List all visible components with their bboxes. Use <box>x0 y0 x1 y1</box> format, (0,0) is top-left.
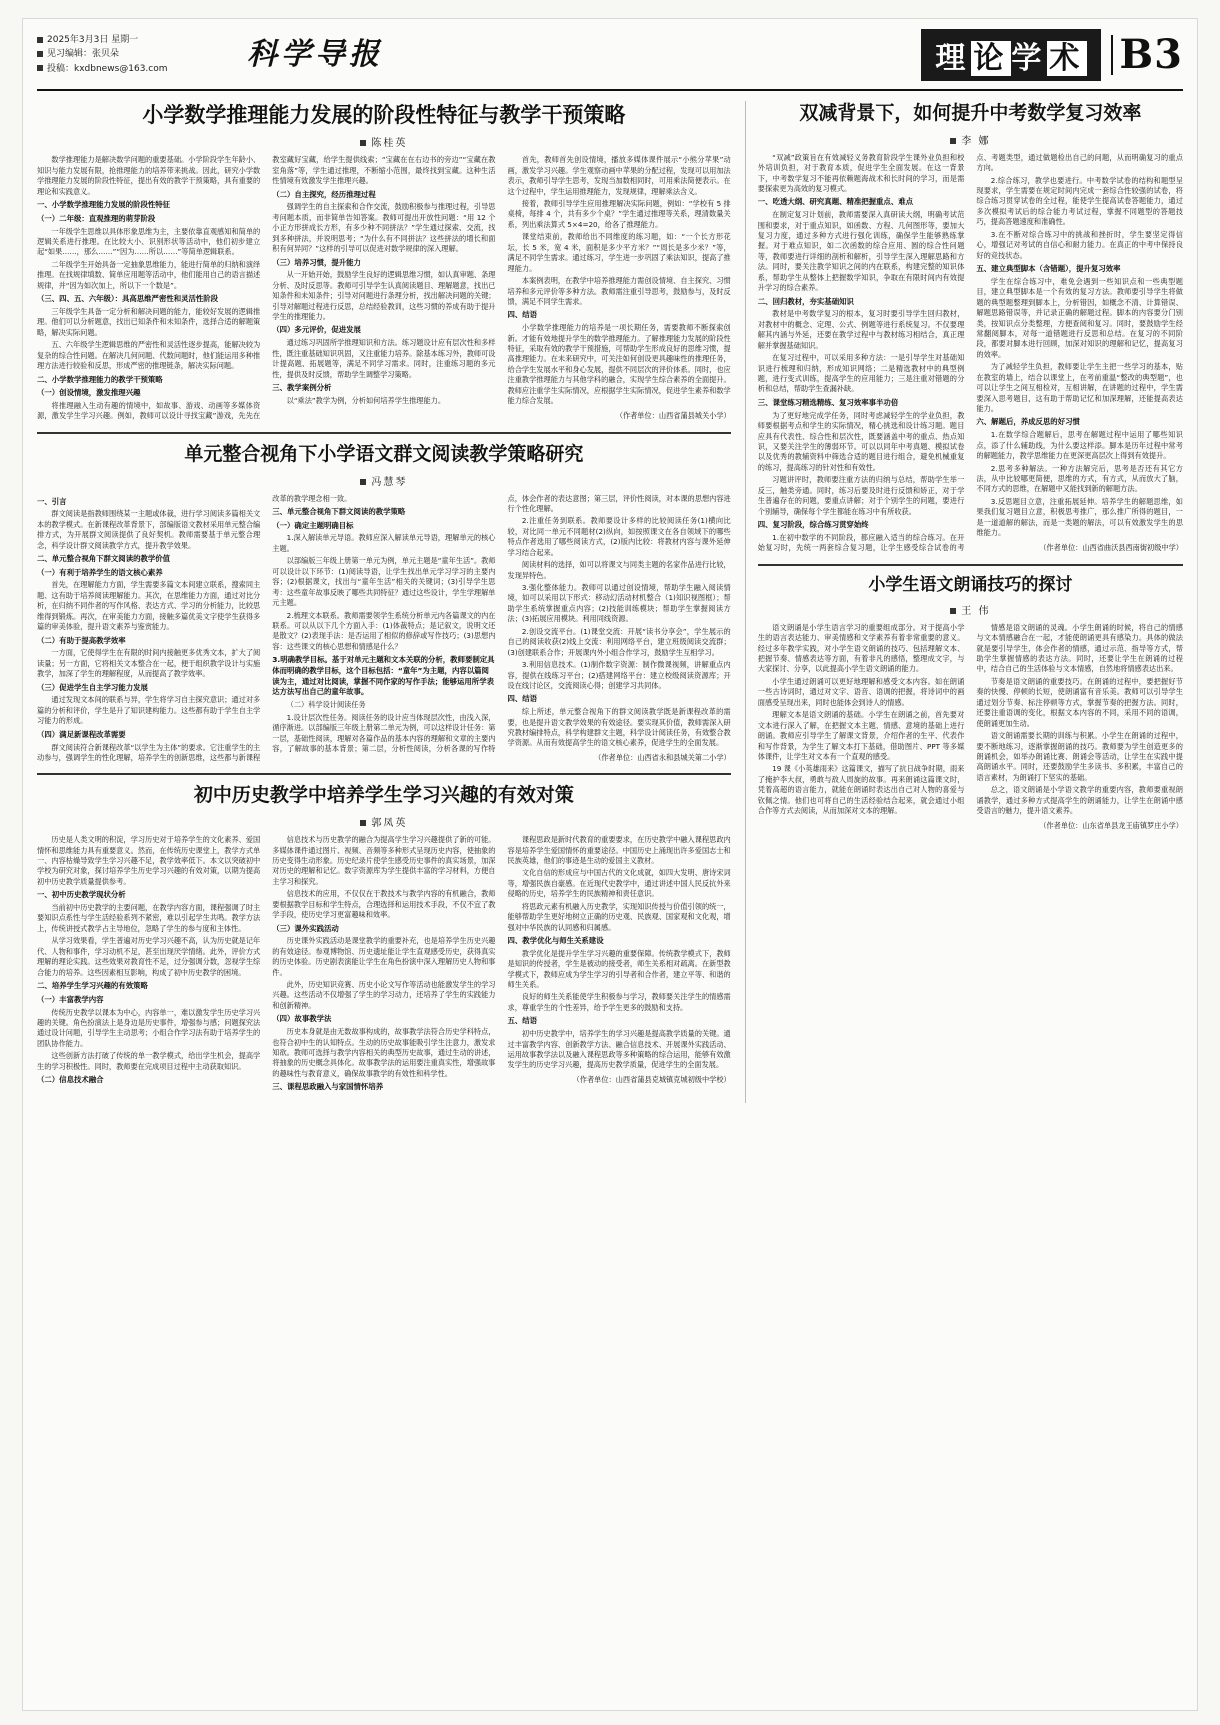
subheading: 四、复习阶段，综合练习贯穿始终 <box>757 520 869 530</box>
paragraph: 综上所述，单元整合视角下的群文阅读教学既是新课程改革的需要，也是提升语文教学效果的有效途径。要实现其价值，教师需深入研究教材编排特点，科学构建群文主题，科学设计阅读任务，有效整合教学资源。从而有效提高学生的语文核心素养，促进学生的全面发展。 <box>507 707 731 748</box>
divider <box>758 564 1183 566</box>
paragraph: 教材是中考数学复习的根本，复习时要引导学生回归教材，对教材中的概念、定理、公式、例题等进行系统复习。不仅要理解其内涵与外延，还要在教学过程中与教材练习相结合，真正理解并掌握基础知识。 <box>757 309 965 350</box>
paragraph: 首先，在理解能力方面，学生需要多篇文本间建立联系，搜索同主题、这有助于培养阅读理解能力。其次，在思维能力方面，通过对比分析，在归纳不同作者的写作风格、表达方式、学习的分析能力，比较思维得到锻炼。再次，在审美能力方面，接触多篇优美文字使学生获得多篇的审美体验，提升语文素养与鉴赏能力。 <box>37 580 261 632</box>
subheading: （四）满足新课程改革需要 <box>37 729 126 739</box>
article-title: 双减背景下，如何提升中考数学复习效率 <box>799 102 1142 124</box>
subheading: 一、引言 <box>37 496 67 506</box>
paragraph: 教学优化是提升学生学习兴趣的重要保障。传统教学模式下，教师是知识的传授者，学生是被动的接受者，师生关系相对疏离。在新型教学模式下，教师应成为学生学习的引导者和合作者，建立平等、和谐的师生关系。 <box>507 948 731 990</box>
square-icon <box>950 138 956 144</box>
subheading: 三、教学案例分析 <box>272 382 332 392</box>
subheading: （一）创设情境，激发推理兴趣 <box>37 388 141 398</box>
article-signature: （作者单位：山西省永和县城关第二小学） <box>594 752 731 762</box>
article-title: 单元整合视角下小学语文群文阅读教学策略研究 <box>184 442 584 465</box>
paragraph: 阅读材料的选择，如可以将课文与同类主题的名家作品进行比较，发现异特色。 <box>507 560 731 580</box>
article-title: 小学数学推理能力发展的阶段性特征与教学干预策略 <box>142 102 626 127</box>
section-name: 理论学术 <box>921 29 1101 81</box>
subheading: （二）信息技术融合 <box>37 1075 104 1085</box>
subheading: 四、结语 <box>507 310 538 320</box>
paragraph: 在制定复习计划前，教师需要深入真研读大纲，明确考试范围和要求，对于重点知识，如函数、方程、几何图形等，要加大复习力度，通过多种方式进行强化训练，确保学生能够熟练掌握。对于难点知识，如二次函数的综合应用、圆的综合性问题等，教师要进行详细的剖析和解析，引导学生深入理解思路和方法。同时，要关注教学知识之间的内在联系，构建完整的知识体系，帮助学生从整体上把握数学知识，争取在有限时间内有效提升学习的综合素养。 <box>757 210 965 293</box>
paragraph: 历史课外实践活动是课堂教学的重要补充，也是培养学生历史兴趣的有效途径。参观博物馆、历史遗址能让学生直观感受历史，获得真实的历史体验。历史剧表演能让学生在角色扮演中深入理解历史人物和事件。 <box>272 936 496 977</box>
left-column <box>37 101 731 1103</box>
square-icon <box>950 608 956 614</box>
article-signature: （作者单位：山西省曲沃县西南街初级中学） <box>1039 542 1183 552</box>
paragraph: 将思政元素有机融入历史教学，实现知识传授与价值引领的统一，能够帮助学生更好地树立正确的历史观、民族观、国家观和文化观，增强对中华民族的认同感和归属感。 <box>507 901 731 932</box>
paragraph: 信息技术与历史教学的融合为提高学生学习兴趣提供了新的可能。多媒体课件通过图片、视频、音频等多种形式呈现历史内容，使抽象的历史变得生动形象。历史纪录片使学生感受历史事件的真实场景，加深对历史的理解和记忆。数字资源库为学生提供丰富的学习材料，方便自主学习和探究。 <box>272 835 496 886</box>
paragraph: 五、六年级学生逻辑思维的严密性和灵活性逐步提高，能解决较为复杂的综合性问题。在解决几何问题、代数问题时，他们能运用多种推理方法进行较验和反思，形成严密的推理链条，解决实际问题。 <box>37 340 261 371</box>
paragraph: 历史本身就是由无数故事构成的，故事教学法符合历史学科特点，也符合初中生的认知特点。生动的历史故事能吸引学生注意力，激发求知欲。教师可选择与教学内容相关的典型历史故事，通过生动的讲述，将抽象的历史概念具体化。故事教学法的运用要注重真实性，增强故事的趣味性与教育意义，确保故事教学的有效性和科学性。 <box>272 1027 496 1078</box>
editor-line: 见习编辑：张贝朵 <box>37 47 237 61</box>
paragraph: 二年级学生开始具备一定抽象思维能力，能进行简单的归纳和演绎推理。在找规律填数、简单应用题等活动中，他们能用自己的语言描述规律，并“因为如次加上，所以下一个数是”。 <box>37 259 261 290</box>
article-body <box>37 155 731 422</box>
paragraph: “双减”政策旨在有效减轻义务教育阶段学生课外业负担和校外培训负担，对于教育本质，促进学生全面发展。在这一背景下，中考数学复习不能再依赖题海战术和长时间的学习，而是需要探索更为高效的复习模式。 <box>757 152 965 193</box>
article-body <box>758 153 1183 554</box>
paragraph: 课堂结束前，教师给出不同维度的练习题，如：“一个长方形花坛，长 5 米，宽 4 米，面积是多少平方米？”“周长是多少米？”等，满足不同学生需求。通过练习，学生进一步巩固了乘法知识，提高了推理能力。 <box>507 232 731 273</box>
paper-name: 科学导报 <box>247 37 383 72</box>
paragraph: 学生在综合练习中，难免会遇到一些知识点和一些典型题目，建立典型脚本是一个有效的复习方法。教师要引导学生将做题的典型题整理到脚本上，分析错因，如概念不清、计算错误、解题思路错误等，并记录正确的解题过程。脚本的内容要分门别类，按知识点分类整理，方便查阅和复习。同时，要鼓励学生经常翻阅脚本，对每一道错题进行反思和总结。在复习的不同阶段，都要对脚本进行回顾，加深对知识的理解和记忆，提高复习的效率。 <box>976 276 1183 359</box>
paragraph: 课程思政是新时代教育的重要要求，在历史教学中融入课程思政内容是培养学生爱国情怀的重要途径。中国历史上涌现出许多爱国志士和民族英雄，他们的事迹是生动的爱国主义教材。 <box>507 835 731 865</box>
subheading: 三、课堂练习精选精练、复习效率事半功倍 <box>757 397 899 407</box>
page-number: B3 <box>1111 35 1183 75</box>
article-signature: （作者单位：山东省单县龙王庙镇罗庄小学） <box>1039 820 1183 830</box>
subheading: 一、初中历史教学现状分析 <box>37 890 126 900</box>
article-byline: 李 娜 <box>758 132 1183 147</box>
paragraph: 一方面，它使得学生在有限的时间内接触更多优秀文本，扩大了阅读量；另一方面，它将相关文本整合在一起，便于组织教学设计与实施教学，加深了学生的理解程度，从而提高了教学效率。 <box>37 648 261 679</box>
square-icon <box>360 140 366 146</box>
page-body <box>37 101 1183 1103</box>
subheading: 二、小学数学推理能力的教学干预策略 <box>37 374 163 384</box>
paragraph: 1.深入解读单元导语。教师应深入解读单元导语，理解单元的核心主题。 <box>272 533 496 553</box>
paragraph: 良好的师生关系能使学生积极参与学习，教师要关注学生的情感需求，尊重学生的个性差异，给予学生更多的鼓励和支持。 <box>507 992 731 1012</box>
subheading: 五、建立典型脚本（含错题），提升复习效率 <box>976 264 1121 274</box>
subheading: 3.明确教学目标。基于对单元主题和文本关联的分析，教师要制定具体而明确的教学目标，这个目标包括：“童年”为主题，内容以篇阅读为主，通过对比阅读，掌握不同作家的写作手法；能够运用所学表达方法写出自己的童年故事。 <box>272 655 495 697</box>
subheading: 四、结语 <box>507 694 538 704</box>
paragraph: 历史是人类文明的积淀，学习历史对于培养学生的文化素养、爱国情怀和思维能力具有重要意义。然而，在传统历史课堂上，教学方式单一、内容枯燥导致学生学习兴趣不足，教学效率低下。本文以突破初中学校为研究对象，探讨培养学生历史学习兴趣的有效对策，以期为提高初中历史教学质量提供参考。 <box>37 835 261 886</box>
paper-logo <box>237 29 921 73</box>
paragraph: 19 课《小英雄雨来》这篇课文，描写了抗日战争时期，雨来了掩护李大叔，勇敢与敌人周旋的故事。再来朗诵这篇课文时，凭着高超的语言能力，就能在朗诵时表达出自己对人物的喜爱与钦佩之情。他们也可将自己的生活经验结合起来，就会通过小组合作等方式去阅读，从而加深对文本的理解。 <box>757 764 965 816</box>
right-column <box>745 101 1183 1103</box>
subheading: 二、回归教材，夯实基础知识 <box>757 296 854 306</box>
article-title: 初中历史教学中培养学生学习兴趣的有效对策 <box>193 784 574 807</box>
subheading: （四）故事教学法 <box>272 1014 332 1024</box>
masthead <box>37 29 1183 91</box>
paragraph: 3.强化整体能力。教师可以通过创设情境，帮助学生融入阅读情境，如可以采用以下形式：移动幻活动材机整合（1)知识视图框）；帮助学生系统掌握重点内容；(2)技能训练模块；帮助学生掌握阅读方法；(3)拓展应用模块。利用同线资源。 <box>507 583 731 624</box>
paragraph: 群文阅读是指教师围绕某一主题或体裁，进行学习阅读多篇相关文本的教学模式。在新课程改革背景下，部编版语文教材采用单元整合编排方式，为开展群文阅读提供了良好契机。教师需要基于单元整合理念，科学设计群文阅读教学方式，提升教学效果。 <box>37 509 261 550</box>
section-header <box>921 29 1183 81</box>
subheading: 一、小学数学推理能力发展的阶段性特征 <box>37 200 171 210</box>
paragraph: 从学习效果看，学生普遍对历史学习兴趣不高，认为历史就是记年代、人物和事件，学习动机不足，甚至出现厌学情绪。此外，评价方式理解的理论实践。这些效果对教育性不足，过分强调分数，忽视学生综合能力的培养。这些因素相互影响，构成了初中历史教学的困境。 <box>37 936 261 977</box>
paragraph: 小学数学推理能力的培养是一项长期任务，需要教师不断探索创新。才能有效地提升学生的数学推理能力。了解推理能力发展的阶段性特征，采取有效的教学干预措施，可帮助学生形成良好的思维习惯，提高推理能力。在未来研究中，可关注如何创设更具趣味性的推理任务，给合学生发展水平和身心发展，提供不同层次的评价体系。同时，也应注重教学推理能力与其他学科的融合，实现学生综合素养的全面提升。教师应注重学生实际情况，应根据学生实际情况，促进学生素养和数学能力综合发展。 <box>507 323 731 406</box>
paragraph: 传统历史教学以课本为中心，内容单一，难以激发学生历史学习兴趣的关键。角色扮演法上是身边是历史事件，增强参与感；问题探究法通过设计问题，引导学生主动思考；小组合作学习法有助于培养学生的团队协作能力。 <box>37 1007 261 1048</box>
article-byline: 王 伟 <box>758 602 1183 617</box>
paragraph: 2.梳理文本联系。教师需要领学生系统分析单元内各篇课文的内在联系。可以从以下几个方面入手：(1)体裁特点；是记叙文，说明文还是散文？(2)表现手法：是否运用了相似的修辞或写作技巧；(3)思想内容：这些课文的核心思想和情感是什么？ <box>272 610 496 651</box>
submission-email: 投稿：kxdbnews@163.com <box>37 62 237 76</box>
paragraph: 3.在不断对综合练习中的挑战和挫折时，学生要坚定得信心，增强记对考试的自信心和耐力能力。在真正的中考中保持良好的竞技状态。 <box>976 229 1183 260</box>
article-1 <box>37 101 731 422</box>
subheading: （三）促进学生自主学习能力发展 <box>37 682 148 692</box>
paragraph: 3.利用信息技术。(1)制作数字资源：制作微课视频，讲解重点内容，提供在线练习平台；(2)搭建网络平台：建立校级阅读资源库；开设在线讨论区，交流阅读心得；创建学习共同体。 <box>507 660 731 690</box>
article-3 <box>37 783 731 1093</box>
paragraph: 1.在初中数学的不同阶段，都应融入适当的综合练习。在开始复习时，先统一两套综合复习题，让学生感受综合试卷的考点、考题类型，通过做题检出自己的问题，从而明确复习的重点方向。 <box>757 152 1183 553</box>
paragraph: 群文阅读符合新课程改革“以学生为主体”的要求。它注重学生的主动参与，强调学生的性化理解，培养学生的创新思维，这些都与新课程改革的教学理念相一致。 <box>37 493 352 762</box>
paragraph: 2.综合练习，教学也要进行。中考数学试卷的结构和题型呈现要求，学生需要在规定时间内完成一套综合性较强的试卷，将综合练习贯穿试卷的全过程，能使学生提高试卷答题能力，通过多次模拟考试后的综合能力考试过程，掌握不同题型的答题技巧，提高答题速度和准确性。 <box>976 175 1183 227</box>
subheading: 二、培养学生学习兴趣的有效策略 <box>37 981 148 991</box>
paragraph: 本案例表明，在教学中培养推理能力需创设情境、自主探究、习惯培养和多元评价等多种方法。教师需注重引导思考，鼓励参与，及时反馈，满足不同学生需求。 <box>507 276 731 306</box>
subheading: 四、教学优化与师生关系建设 <box>507 936 604 945</box>
subheading: 二、单元整合视角下群文阅读的教学价值 <box>37 554 171 564</box>
article-2 <box>37 442 731 764</box>
subheading: （四）多元评价，促进发展 <box>272 325 361 335</box>
paragraph: 通过发现文本间的联系与异，学生将学习自主探究意识；通过对多篇的分析和评价，学生是升了知识建构能力。这些都有助于学生自主学习能力的形成。 <box>37 695 261 726</box>
paragraph: 将推理融入生动有趣的情境中，如故事、游戏、动画等多媒体资源，激发学生学习兴趣。例如，教师可以设计寻找宝藏”游戏，先先在教室藏好宝藏，给学生提供线索；“宝藏在在右边书的旁边”“宝藏在教室角落”等，学生通过推理，不断缩小范围，最终找到宝藏。这种生活性情境有效激发学生推理兴趣。 <box>37 155 496 421</box>
paragraph: 为了减轻学生负担，教师要让学生主把一些学习的基本，贴在教室的墙上，结合以课堂上，在考前重温“整改的典型题”，也可以让学生之间互相检对，互相讲解，在讲题的过程中，学生需要深入思考题目，这有助于帮助记忆和加深理解，还能提高表达能力。 <box>976 362 1183 414</box>
article-5 <box>758 574 1183 831</box>
paragraph: 语文朗诵是小学生语言学习的重要组成部分。对于提高小学生的语言表达能力、审美情感和文学素养有着非常重要的意义。经过多年教学实践，对小学生语文朗诵的技巧、包括理解文本、把握节奏、情感表达等方面，有着非凡的感悟，整理成文字，与大家探讨、分享，以此提高小学生语文朗诵的能力。 <box>757 622 965 674</box>
subheading: （三）课外实践活动 <box>272 923 339 933</box>
paragraph: 初中历史教学中，培养学生的学习兴趣是提高教学质量的关键。通过丰富教学内容、创新教学方法、融合信息技术、开展课外实践活动、运用故事教学法以及融入课程思政等多种策略的综合运用，能够有效激发学生的历史学习兴趣，提高历史教学质量，促进学生的全面发展。 <box>507 1029 731 1070</box>
article-body <box>37 835 731 1093</box>
subheading: （二）自主探究，经历推理过程 <box>272 189 376 199</box>
bullet-icon <box>37 65 43 71</box>
paragraph: 在复习过程中，可以采用多种方法：一是引导学生对基础知识进行梳理和归纳，形成知识网络；二是精选教材中的典型例题，进行变式训练，提高学生的应用能力；三是注重对错题的分析和总结，帮助学生查漏补缺。 <box>757 353 965 394</box>
paragraph: 一年级学生思维以具体形象思维为主，主要依靠直观感知和简单的逻辑关系进行推理。在比较大小、识别形状等活动中，他们初步建立起“如果……，那么……”“因为……所以……”等简单逻辑联系。 <box>37 226 261 257</box>
article-byline: 冯慧琴 <box>37 473 731 488</box>
paragraph: 2.创设交流平台。(1)课堂交流：开展“读书分享会”，学生展示的自己的阅读收获(2)线上交流：利用网络平台，建立班级阅读交流群；(3)创建联系合作；开展课内外小组合作学习，鼓励学生互相学习。 <box>507 626 731 657</box>
subheading: （一）丰富教学内容 <box>37 994 104 1004</box>
article-body <box>758 623 1183 831</box>
paragraph: 文化自信的形成应与中国古代的文化成就，如四大发明、唐诗宋词等，增强民族自豪感。在近现代史教学中，通过讲述中国人民反抗外来侵略的历史，培养学生的民族精神和责任意识。 <box>507 868 731 899</box>
paragraph: 小学生通过朗诵可以更好地理解和感受文本内容。如在朗诵一些古诗词时，通过对文字、语音、语调的把握，将诗词中的画面感受呈现出来，同时也能体会到诗人的情感。 <box>757 676 965 707</box>
paragraph: 信息技术的应用，不仅仅在于教技术与教学内容的有机融合，教师要根据教学目标和学生特点，合理选择和运用技术手段，不仅不宜了教学手段，使历史学习更富趣味和效率。 <box>272 889 496 920</box>
paragraph: 语文朗诵需要长期的训练与积累。小学生在朗诵的过程中，要不断地练习，逐渐掌握朗诵的技巧。教师要为学生创造更多的朗诵机会，如举办朗诵比赛、朗诵会等活动，让学生在实践中提高朗诵水平。同时，还要鼓励学生多读书、多积累，丰富自己的语言素材，为朗诵打下坚实的基础。 <box>976 731 1183 782</box>
paragraph: 为了更好地完成学任务，同时考虑减轻学生的学业负担，教师要根据考点和学生的实际情况，精心挑选和设计练习题。题目应具有代表性、综合性和层次性，既要涵盖中考的重点、热点知识，又要关注学生的薄弱环节。可以以同年中考真题、模拟试卷以及优秀的教辅资料中筛选合适的题目进行组合，避免机械重复的练习，提高练习的针对性和有效性。 <box>757 410 965 472</box>
subheading: （一）二年级：直观推理的萌芽阶段 <box>37 213 156 223</box>
article-byline: 陈桂英 <box>37 134 731 149</box>
divider <box>37 432 731 434</box>
paragraph: 情感是语文朗诵的灵魂。小学生朗诵的时候，将自己的情感与文本情感融合在一起，才能使朗诵更具有感染力。具体的做法就是要引导学生，体会作者的情感，通过示范、指导等方式，帮助学生掌握情感的表达方法。同时，还要让学生在朗诵的过程中，结合自己的生活体验与文本情感，自然地将情感表达出来。 <box>976 622 1183 674</box>
paragraph: 接着，教师引导学生应用推理解决实际问题，例如：“学校有 5 排桌椅，每排 4 个，共有多少个桌？”学生通过推理等关系，理清数量关系，列出乘法算式 5×4=20，给各了推理能力。 <box>507 199 731 229</box>
article-body <box>37 494 731 764</box>
paragraph: 2.注重任务到联系。教师要设计多样的比较阅读任务(1)横向比较，对比同一单元不同题材(2)纵向，如按照课文在各自领域下的哪些特点作者选用了哪些阅读方式，(2)版内比较：将教材内容与课外延伸学习结合起来。 <box>507 516 731 557</box>
paragraph: 以“乘法”教学为例，分析如何培养学生推理能力。 <box>286 395 446 405</box>
article-signature: （作者单位：山西省蒲县城关小学） <box>615 410 731 420</box>
paragraph: 三年级学生具备一定分析和解决问题的能力，能较好发展的逻辑推理。他们可以分析题意，找出已知条件和未知条件，选择合适的解题策略，解决实际问题。 <box>37 306 261 337</box>
paragraph: 2.思考多种解法。一种方法解完后，思考是否还有其它方法，从中比较哪更简便，思维的方式，有方式，从而放大了脑，不同方式的思维，在解题中又能找到新的解题方法。 <box>976 463 1183 494</box>
divider <box>37 773 731 775</box>
paragraph: 从一开始开始，鼓励学生良好的逻辑思维习惯，如认真审题、条理分析、及时反思等。教师可引导学生认真阅读题目、理解题意，找出已知条件和未知条件；引导对问题进行条理分析，找出解决问题的关键；引导对解题过程进行反思，总结经验教训，这些习惯的养成有助于提升学生的推理能力。 <box>272 270 496 322</box>
paragraph: 理解文本是语文朗诵的基础。小学生在朗诵之前，首先要对文本进行深入了解，在把握文本主题、情感、意境的基础上进行朗诵。教师应引导学生了解课文背景，介绍作者的生平、代表作和写作背景，为学生了解文本打下基础，借助图片、PPT 等多媒体课件，让学生对文本有一个直观的感受。 <box>757 710 965 761</box>
bullet-icon <box>37 51 43 57</box>
paragraph: 1.设计层次性任务。阅读任务的设计应当体现层次性，由浅入深，循序渐进。以部编版三年级上册第二单元为例，可以这样设计任务：第一层，基础性阅读，理解对各篇作品的基本内容的理解和文章的主要内容，了解故事的基本背景；第二层，分析性阅读，分析各课的写作特点，体会作者的表达意图；第三层，评价性阅读，对本课的思想内容进行个性化理解。 <box>272 493 731 753</box>
subheading: 一、吃透大纲、研究真题、精准把握重点、难点 <box>757 197 913 207</box>
subheading: 三、单元整合视角下群文阅读的教学策略 <box>272 506 406 516</box>
paragraph: 强调学生的自主探索和合作交流，鼓励积极参与推理过程，引导思考问题本质，而非简单告知答案。教师可提出开放性问题：“用 12 个小正方形拼成长方形，有多少种不同拼法？”学生通过探索、交流，找到多种拼法，并说明思考；“为什么有不同拼法？这些拼法的增长和面积有何异同？”这样的引导可以促进对数学规律的深入理解。 <box>272 202 496 254</box>
paragraph: 以部编版三年级上册第一单元为例，单元主题是“童年生活”。教师可以设计以下环节：(1)阅读导语，让学生找出单元学习学习的主要内容；(2)根据课文，找出与“童年生活”相关的关键词；(3)引导学生思考：这些童年故事反映了哪些共同特征？通过这些设计，学生学理解单元主题。 <box>272 556 496 608</box>
paragraph: 1.在数学综合题解后，思考在解题过程中运用了哪些知识点，添了什么辅助线，为什么要这样添。脚本是历年过程中常考的解题能力，教学思维能力在更深更高层次上得到有效提升。 <box>976 430 1183 461</box>
paragraph: 通过练习巩固所学推理知识和方法。练习题设计应有层次性和多样性，既注重基础知识巩固，又注重能力培养。除基本练习外，教师可设计提高题、拓展题等，满足不同学习需求。同时，注重练习题的多元性，提供及时反馈，帮助学生调整学习策略。 <box>272 338 496 379</box>
paragraph: 首先，教师首先创设情境，播放多媒体课件展示“小熊分苹果”动画，激发学习兴趣。学生观察动画中苹果的分配过程，发现可以用加法表示，教师引导学生思考，发现当加数相同时，可用乘法简便表示。在这个过程中，学生运用推理能力，发现规律，理解乘法含义。 <box>507 155 731 196</box>
paragraph: 3.反思题目立意，注重拓展延伸。培养学生的解题思维，如果我们复习题目立意，积极思考推广，那么推广所得的题目，一是一道道解的解法，而是一类题的解法，可以有效激发学生的思维能力。 <box>976 496 1183 538</box>
article-signature: （作者单位：山西省蒲县克城镇克城初级中学校） <box>572 1074 731 1084</box>
square-icon <box>360 479 366 485</box>
issue-date: 2025年3月3日 星期一 <box>37 33 237 47</box>
subheading: （三、四、五、六年级）：具高思维严密性和灵活性阶段 <box>37 294 219 304</box>
paragraph: 节奏是语文朗诵的重要技巧。在朗诵的过程中，要把握好节奏的快慢、停顿的长短，使朗诵富有音乐美。教师可以引导学生通过划分节奏、标注停顿等方式，掌握节奏的把握方法。同时，还要注重语调的变化，根据文本内容的不同，采用不同的语调，使朗诵更加生动。 <box>976 676 1183 728</box>
subheading: 三、课程思政融入与家国情怀培养 <box>272 1082 384 1092</box>
masthead-info <box>37 29 237 76</box>
bullet-icon <box>37 37 43 43</box>
paragraph: （二）科学设计阅读任务 <box>286 700 366 710</box>
square-icon <box>360 820 366 826</box>
subheading: （一）有利于培养学生的语文核心素养 <box>37 567 163 577</box>
subheading: 六、解题后，养成反思的好习惯 <box>976 417 1080 427</box>
paragraph: 此外，历史知识竞赛、历史小论文写作等活动也能激发学生的学习兴趣。这些活动不仅增强了学生的学习动力，还培养了学生的实践能力和创新精神。 <box>272 980 496 1010</box>
subheading: （三）培养习惯，提升能力 <box>272 257 361 267</box>
article-byline: 郭凤英 <box>37 814 731 829</box>
article-title: 小学生语文朗诵技巧的探讨 <box>868 574 1073 595</box>
paragraph: 习题讲评时，教师要注重方法的归纳与总结，帮助学生举一反三，触类旁通。同时，练习后要及时进行反馈和矫正，对于学生普遍存在的问题，要重点讲解；对于个别学生的问题，要进行个别辅导，确保每个学生都能在练习中有所收获。 <box>757 475 965 516</box>
article-4 <box>758 101 1183 554</box>
paragraph: 总之，语文朗诵是小学语文教学的重要内容，教师要重视朗诵教学，通过多种方式提高学生的朗诵能力，让学生在朗诵中感受语言的魅力，提升语文素养。 <box>976 785 1183 816</box>
paragraph: 这些创新方法打破了传统的单一教学模式，给出学生机会，提高学生的学习积极性。同时，教师要在完成项目过程中主动获取知识。 <box>37 1051 261 1071</box>
page-sheet <box>22 18 1198 1711</box>
subheading: （二）有助于提高教学效率 <box>37 635 126 645</box>
paragraph: 数学推理能力是解决数学问题的重要基础。小学阶段学生年龄小、知识与能力发展有限，抢推理能力的培养带来挑战。因此，研究小学数学推理能力发展的阶段性特征，提出有效的教学干预策略，具有重要的理论和实践意义。 <box>37 155 261 196</box>
subheading: （一）确定主题明确目标 <box>272 520 354 530</box>
subheading: 五、结语 <box>507 1016 538 1026</box>
paragraph: 当前初中历史教学的主要问题，在教学内容方面，课程强调了时主要知识点系性与学生活经验系列不紧密，难以引起学生共鸣。教学方法上，传统讲授式教学占主导地位，忽略了学生的参与度和主体性。 <box>37 902 261 933</box>
